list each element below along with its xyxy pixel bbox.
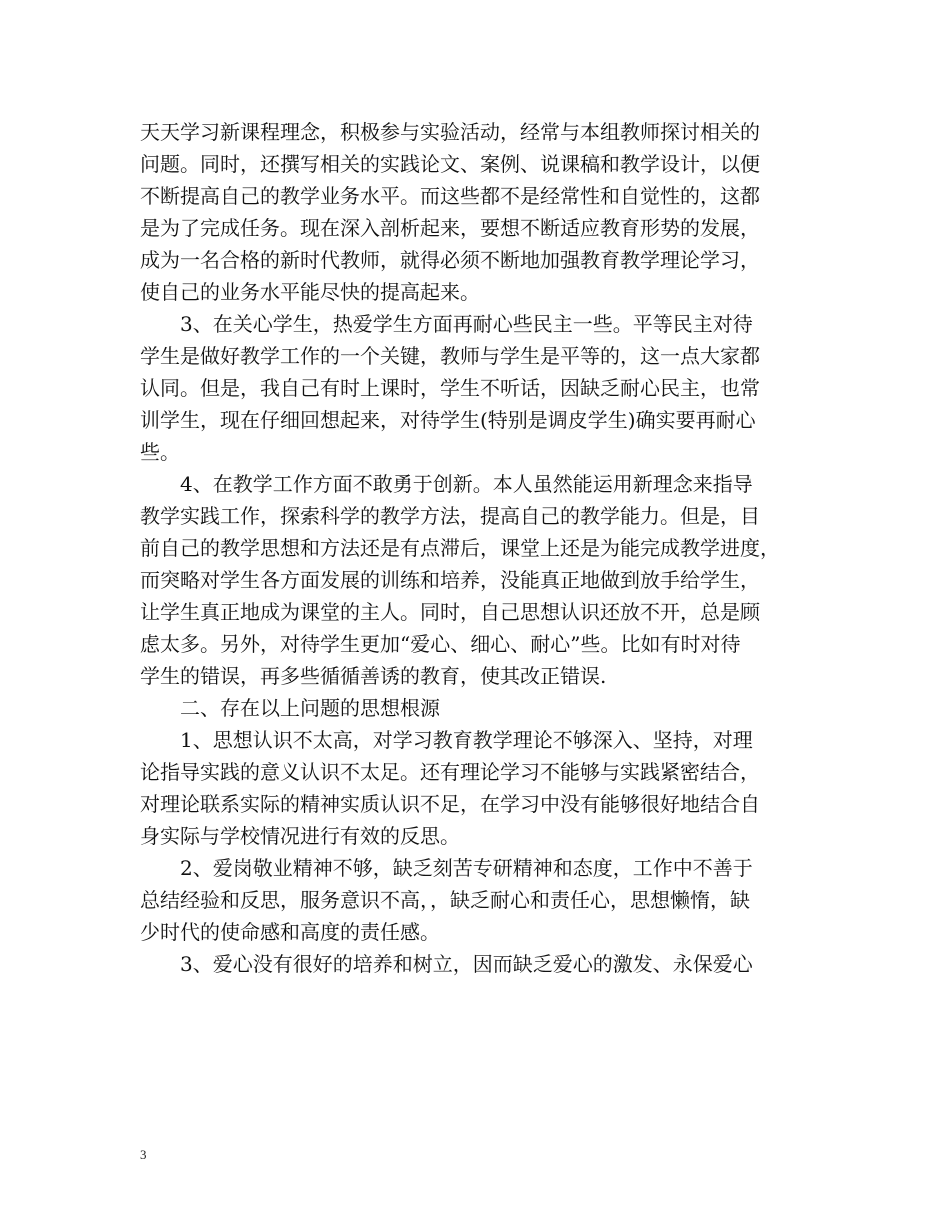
text-line: 训学生，现在仔细回想起来，对待学生(特别是调皮学生)确实要再耐心 [140, 408, 756, 432]
text-line: 1、思想认识不太高，对学习教育教学理论不够深入、坚持，对理 [180, 728, 753, 752]
text-line: 总结经验和反思，服务意识不高，，缺乏耐心和责任心，思想懒惰，缺 [140, 888, 750, 912]
text-line: 2、爱岗敬业精神不够，缺乏刻苦专研精神和态度，工作中不善于 [180, 856, 753, 880]
text-line: 前自己的教学思想和方法还是有点滞后，课堂上还是为能完成教学进度， [140, 536, 780, 560]
text-line: 认同。但是，我自己有时上课时，学生不听话，因缺乏耐心民主，也常 [140, 376, 760, 400]
text-line: 让学生真正地成为课堂的主人。同时，自己思想认识还放不开，总是顾 [140, 600, 760, 624]
text-line: 3、爱心没有很好的培养和树立，因而缺乏爱心的激发、永保爱心 [180, 952, 753, 976]
text-line: 学生是做好教学工作的一个关键，教师与学生是平等的，这一点大家都 [140, 344, 760, 368]
text-line: 二、存在以上问题的思想根源 [180, 696, 440, 720]
text-line: 学生的错误，再多些循循善诱的教育，使其改正错误. [140, 664, 607, 688]
text-line: 问题。同时，还撰写相关的实践论文、案例、说课稿和教学设计，以便 [140, 152, 760, 176]
text-line: 是为了完成任务。现在深入剖析起来，要想不断适应教育形势的发展， [140, 216, 760, 240]
text-line: 使自己的业务水平能尽快的提高起来。 [140, 280, 480, 304]
text-line: 不断提高自己的教学业务水平。而这些都不是经常性和自觉性的，这都 [140, 184, 760, 208]
text-line: 虑太多。另外，对待学生更加“爱心、细心、耐心”些。比如有时对待 [140, 632, 741, 656]
text-line: 身实际与学校情况进行有效的反思。 [140, 824, 460, 848]
text-line: 些。 [140, 440, 180, 464]
text-line: 教学实践工作，探索科学的教学方法，提高自己的教学能力。但是，目 [140, 504, 760, 528]
text-line: 3、在关心学生，热爱学生方面再耐心些民主一些。平等民主对待 [180, 312, 753, 336]
text-line: 4、在教学工作方面不敢勇于创新。本人虽然能运用新理念来指导 [180, 472, 753, 496]
text-line: 而突略对学生各方面发展的训练和培养，没能真正地做到放手给学生， [140, 568, 760, 592]
page-number: 3 [140, 1147, 147, 1162]
text-line: 对理论联系实际的精神实质认识不足，在学习中没有能够很好地结合自 [140, 792, 760, 816]
text-line: 少时代的使命感和高度的责任感。 [140, 920, 440, 944]
text-line: 天天学习新课程理念，积极参与实验活动，经常与本组教师探讨相关的 [140, 120, 760, 144]
text-line: 成为一名合格的新时代教师，就得必须不断地加强教育教学理论学习， [140, 248, 760, 272]
body-text [140, 116, 830, 980]
text-line: 论指导实践的意义认识不太足。还有理论学习不能够与实践紧密结合， [140, 760, 760, 784]
